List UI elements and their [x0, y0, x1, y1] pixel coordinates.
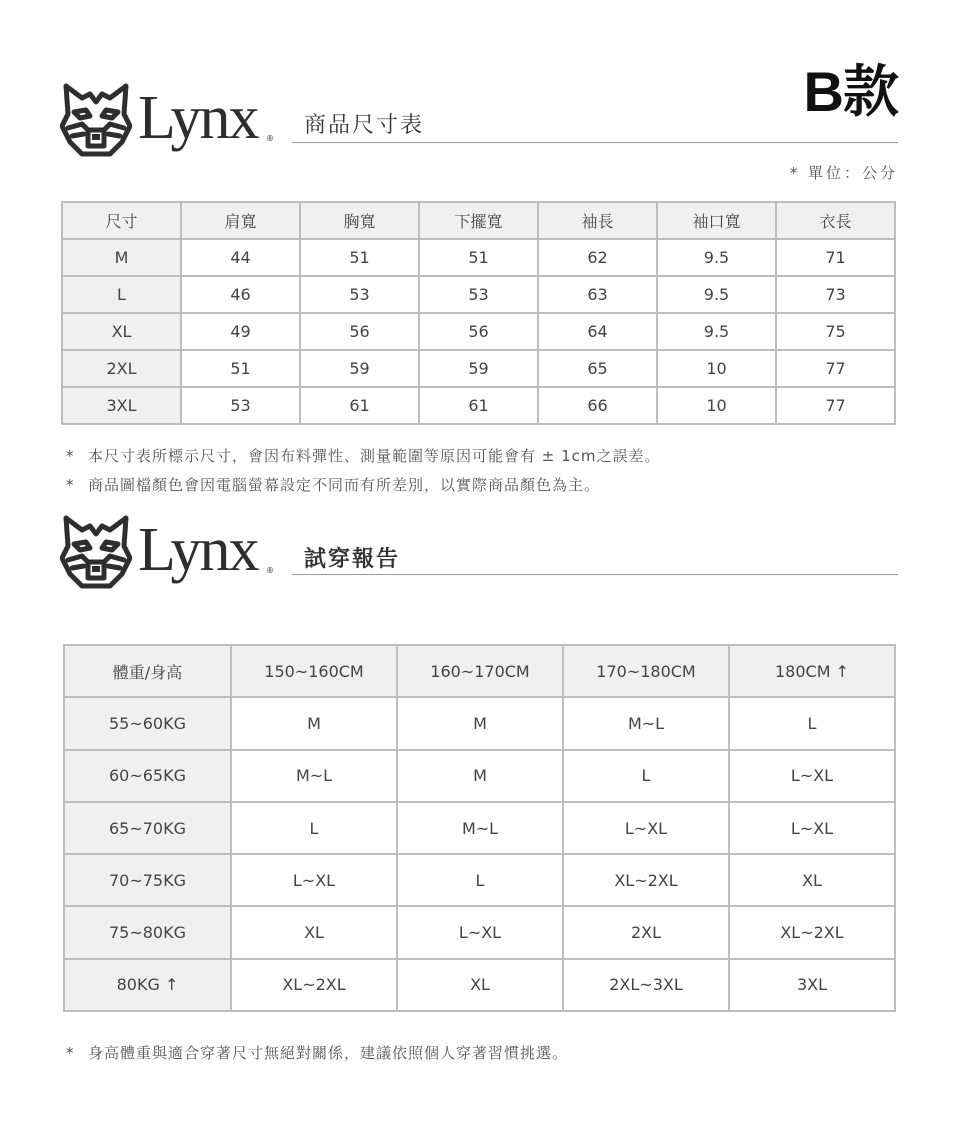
table-row — [64, 802, 895, 854]
table-cell: 62 — [538, 239, 657, 276]
note-line — [66, 442, 661, 471]
registered-mark: ® — [266, 566, 274, 575]
column-header: 180CM ↑ — [729, 645, 895, 697]
registered-mark: ® — [266, 134, 274, 143]
table-cell: 61 — [419, 387, 538, 424]
table-row — [64, 750, 895, 802]
table-cell: M — [397, 697, 563, 749]
table-cell: L~XL — [563, 802, 729, 854]
note-marker: * — [66, 476, 75, 494]
table-cell: L~XL — [231, 854, 397, 906]
weight-label: 65~70KG — [64, 802, 231, 854]
column-header: 袖口寬 — [657, 202, 776, 239]
table-cell: 65 — [538, 350, 657, 387]
note-text: 本尺寸表所標示尺寸，會因布料彈性、測量範圍等原因可能會有 ± 1cm之誤差。 — [88, 447, 661, 465]
table-cell: 61 — [300, 387, 419, 424]
table-cell: 9.5 — [657, 313, 776, 350]
table-cell: 56 — [419, 313, 538, 350]
size-chart-title: 商品尺寸表 — [304, 113, 425, 138]
weight-label: 80KG ↑ — [64, 959, 231, 1011]
table-cell: XL — [729, 854, 895, 906]
table-header-row — [62, 202, 895, 239]
table-cell: 59 — [300, 350, 419, 387]
table-header-row — [64, 645, 895, 697]
lynx-head-icon — [60, 80, 132, 158]
column-header: 胸寬 — [300, 202, 419, 239]
table-cell: 2XL — [563, 906, 729, 958]
column-header: 體重/身高 — [64, 645, 231, 697]
table-cell: XL — [231, 906, 397, 958]
column-header: 170~180CM — [563, 645, 729, 697]
table-cell: 10 — [657, 350, 776, 387]
table-cell: 49 — [181, 313, 300, 350]
table-row — [62, 387, 895, 424]
weight-label: 75~80KG — [64, 906, 231, 958]
table-row — [62, 350, 895, 387]
table-cell: M~L — [563, 697, 729, 749]
table-cell: M — [397, 750, 563, 802]
size-label: 2XL — [62, 350, 181, 387]
table-cell: 77 — [776, 350, 895, 387]
column-header: 尺寸 — [62, 202, 181, 239]
column-header: 衣長 — [776, 202, 895, 239]
weight-label: 60~65KG — [64, 750, 231, 802]
table-row — [64, 959, 895, 1011]
title-divider — [292, 574, 898, 575]
table-cell: XL~2XL — [563, 854, 729, 906]
size-label: L — [62, 276, 181, 313]
size-label: M — [62, 239, 181, 276]
table-cell: 2XL~3XL — [563, 959, 729, 1011]
unit-note: * 單位：公分 — [789, 164, 898, 182]
table-cell: 51 — [181, 350, 300, 387]
table-cell: L — [729, 697, 895, 749]
fit-report-header — [60, 512, 898, 592]
column-header: 下擺寬 — [419, 202, 538, 239]
table-cell: 3XL — [729, 959, 895, 1011]
size-chart-header — [60, 80, 898, 160]
table-cell: 51 — [300, 239, 419, 276]
table-cell: 56 — [300, 313, 419, 350]
table-cell: 77 — [776, 387, 895, 424]
fit-report-notes — [66, 1039, 568, 1068]
fit-report-title: 試穿報告 — [304, 547, 401, 572]
weight-label: 70~75KG — [64, 854, 231, 906]
table-cell: XL~2XL — [729, 906, 895, 958]
table-cell: 53 — [300, 276, 419, 313]
variant-label: B款 — [803, 60, 898, 123]
note-text: 商品圖檔顏色會因電腦螢幕設定不同而有所差別，以實際商品顏色為主。 — [88, 476, 601, 494]
table-row — [62, 239, 895, 276]
table-cell: 64 — [538, 313, 657, 350]
table-row — [62, 276, 895, 313]
table-cell: L~XL — [397, 906, 563, 958]
table-cell: 10 — [657, 387, 776, 424]
table-cell: M~L — [397, 802, 563, 854]
table-cell: 75 — [776, 313, 895, 350]
note-line — [66, 471, 661, 500]
table-cell: L — [231, 802, 397, 854]
table-cell: XL — [397, 959, 563, 1011]
column-header: 160~170CM — [397, 645, 563, 697]
table-cell: XL~2XL — [231, 959, 397, 1011]
table-cell: 44 — [181, 239, 300, 276]
table-cell: 63 — [538, 276, 657, 313]
column-header: 袖長 — [538, 202, 657, 239]
size-label: 3XL — [62, 387, 181, 424]
table-row — [62, 313, 895, 350]
size-label: XL — [62, 313, 181, 350]
table-cell: 59 — [419, 350, 538, 387]
note-line — [66, 1039, 568, 1068]
table-cell: L~XL — [729, 802, 895, 854]
table-row — [64, 697, 895, 749]
brand-wordmark: Lynx — [138, 84, 258, 152]
weight-label: 55~60KG — [64, 697, 231, 749]
lynx-head-icon — [60, 512, 132, 590]
table-cell: 71 — [776, 239, 895, 276]
table-cell: 46 — [181, 276, 300, 313]
size-chart-table — [61, 201, 896, 425]
table-cell: L~XL — [729, 750, 895, 802]
table-cell: 9.5 — [657, 276, 776, 313]
table-cell: M — [231, 697, 397, 749]
note-marker: * — [66, 447, 75, 465]
table-cell: 73 — [776, 276, 895, 313]
table-cell: 66 — [538, 387, 657, 424]
size-chart-notes — [66, 442, 661, 500]
table-cell: 53 — [181, 387, 300, 424]
table-cell: 53 — [419, 276, 538, 313]
column-header: 肩寬 — [181, 202, 300, 239]
note-text: 身高體重與適合穿著尺寸無絕對關係，建議依照個人穿著習慣挑選。 — [88, 1044, 569, 1062]
title-divider — [292, 142, 898, 143]
column-header: 150~160CM — [231, 645, 397, 697]
note-marker: * — [66, 1044, 75, 1062]
table-row — [64, 906, 895, 958]
brand-wordmark: Lynx — [138, 516, 258, 584]
table-cell: M~L — [231, 750, 397, 802]
table-row — [64, 854, 895, 906]
table-cell: 9.5 — [657, 239, 776, 276]
table-cell: L — [397, 854, 563, 906]
table-cell: L — [563, 750, 729, 802]
fit-report-table — [63, 644, 896, 1012]
table-cell: 51 — [419, 239, 538, 276]
